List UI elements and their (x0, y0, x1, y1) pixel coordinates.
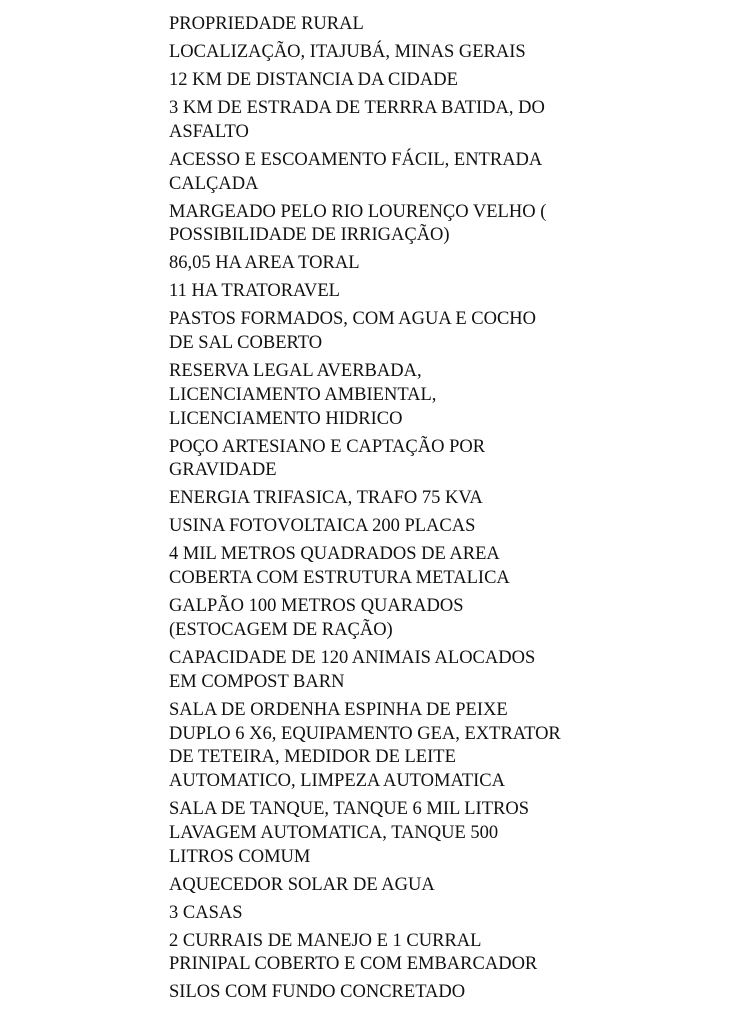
feature-text-line: LITROS COMUM (169, 846, 311, 867)
feature-text-line: ACESSO E ESCOAMENTO FÁCIL, ENTRADA (169, 149, 543, 170)
feature-text-line: USINA FOTOVOLTAICA 200 PLACAS (169, 516, 476, 537)
feature-text-line: 11 HA TRATORAVEL (169, 281, 340, 302)
feature-item (169, 981, 619, 1005)
feature-item (169, 149, 619, 197)
feature-item (169, 13, 619, 37)
feature-text-line: 2 CURRAIS DE MANEJO E 1 CURRAL (169, 930, 482, 951)
feature-text-line: SALA DE ORDENHA ESPINHA DE PEIXE (169, 699, 508, 720)
feature-text-line: CAPACIDADE DE 120 ANIMAIS ALOCADOS (169, 647, 536, 668)
feature-text-line: (ESTOCAGEM DE RAÇÃO) (169, 619, 393, 640)
feature-text-line: 4 MIL METROS QUADRADOS DE AREA (169, 544, 500, 565)
feature-text-line: RESERVA LEGAL AVERBADA, (169, 361, 422, 382)
feature-item (169, 902, 619, 926)
feature-text-line: SILOS COM FUNDO CONCRETADO (169, 982, 466, 1003)
feature-text-line: 3 KM DE ESTRADA DE TERRRA BATIDA, DO (169, 97, 545, 118)
feature-text-line: ENERGIA TRIFASICA, TRAFO 75 KVA (169, 488, 483, 509)
feature-item (169, 874, 619, 898)
feature-text-line: PROPRIEDADE RURAL (169, 14, 364, 34)
feature-text-line: LAVAGEM AUTOMATICA, TANQUE 500 (169, 822, 499, 843)
feature-item (169, 41, 619, 65)
feature-text-line: AUTOMATICO, LIMPEZA AUTOMATICA (169, 771, 505, 792)
feature-text-line: GALPÃO 100 METROS QUARADOS (169, 596, 464, 617)
feature-text-line: 3 CASAS (169, 902, 243, 923)
feature-text-line: POSSIBILIDADE DE IRRIGAÇÃO) (169, 225, 450, 246)
feature-item (169, 360, 619, 431)
feature-text-line: 86,05 HA AREA TORAL (169, 253, 360, 274)
feature-text-line: POÇO ARTESIANO E CAPTAÇÃO POR (169, 436, 486, 457)
feature-item (169, 69, 619, 93)
feature-item (169, 515, 619, 539)
feature-text-line: DUPLO 6 X6, EQUIPAMENTO GEA, EXTRATOR (169, 723, 561, 744)
feature-item (169, 930, 619, 978)
feature-item (169, 595, 619, 643)
feature-text-line: LICENCIAMENTO AMBIENTAL, (169, 384, 437, 405)
feature-item (169, 543, 619, 591)
feature-text-line: PASTOS FORMADOS, COM AGUA E COCHO (169, 309, 537, 330)
property-features-list (169, 13, 619, 1009)
feature-item (169, 647, 619, 695)
feature-item (169, 97, 619, 145)
feature-item (169, 798, 619, 869)
feature-item (169, 308, 619, 356)
feature-text-line: LOCALIZAÇÃO, ITAJUBÁ, MINAS GERAIS (169, 41, 526, 62)
feature-text-line: EM COMPOST BARN (169, 671, 345, 692)
feature-text-line: SALA DE TANQUE, TANQUE 6 MIL LITROS (169, 799, 530, 820)
feature-text-line: GRAVIDADE (169, 460, 277, 481)
feature-item (169, 252, 619, 276)
feature-text-line: AQUECEDOR SOLAR DE AGUA (169, 874, 435, 895)
feature-text-line: DE TETEIRA, MEDIDOR DE LEITE (169, 747, 456, 768)
feature-item (169, 436, 619, 484)
feature-text-line: LICENCIAMENTO HIDRICO (169, 408, 403, 429)
feature-text-line: 12 KM DE DISTANCIA DA CIDADE (169, 69, 458, 90)
feature-text-line: CALÇADA (169, 173, 259, 194)
feature-item (169, 201, 619, 249)
feature-item (169, 699, 619, 794)
feature-text-line: ASFALTO (169, 121, 249, 142)
feature-text-line: MARGEADO PELO RIO LOURENÇO VELHO ( (169, 201, 547, 222)
feature-item (169, 487, 619, 511)
feature-text-line: DE SAL COBERTO (169, 333, 323, 354)
feature-text-line: PRINIPAL COBERTO E COM EMBARCADOR (169, 954, 538, 975)
feature-text-line: COBERTA COM ESTRUTURA METALICA (169, 568, 510, 589)
feature-item (169, 280, 619, 304)
